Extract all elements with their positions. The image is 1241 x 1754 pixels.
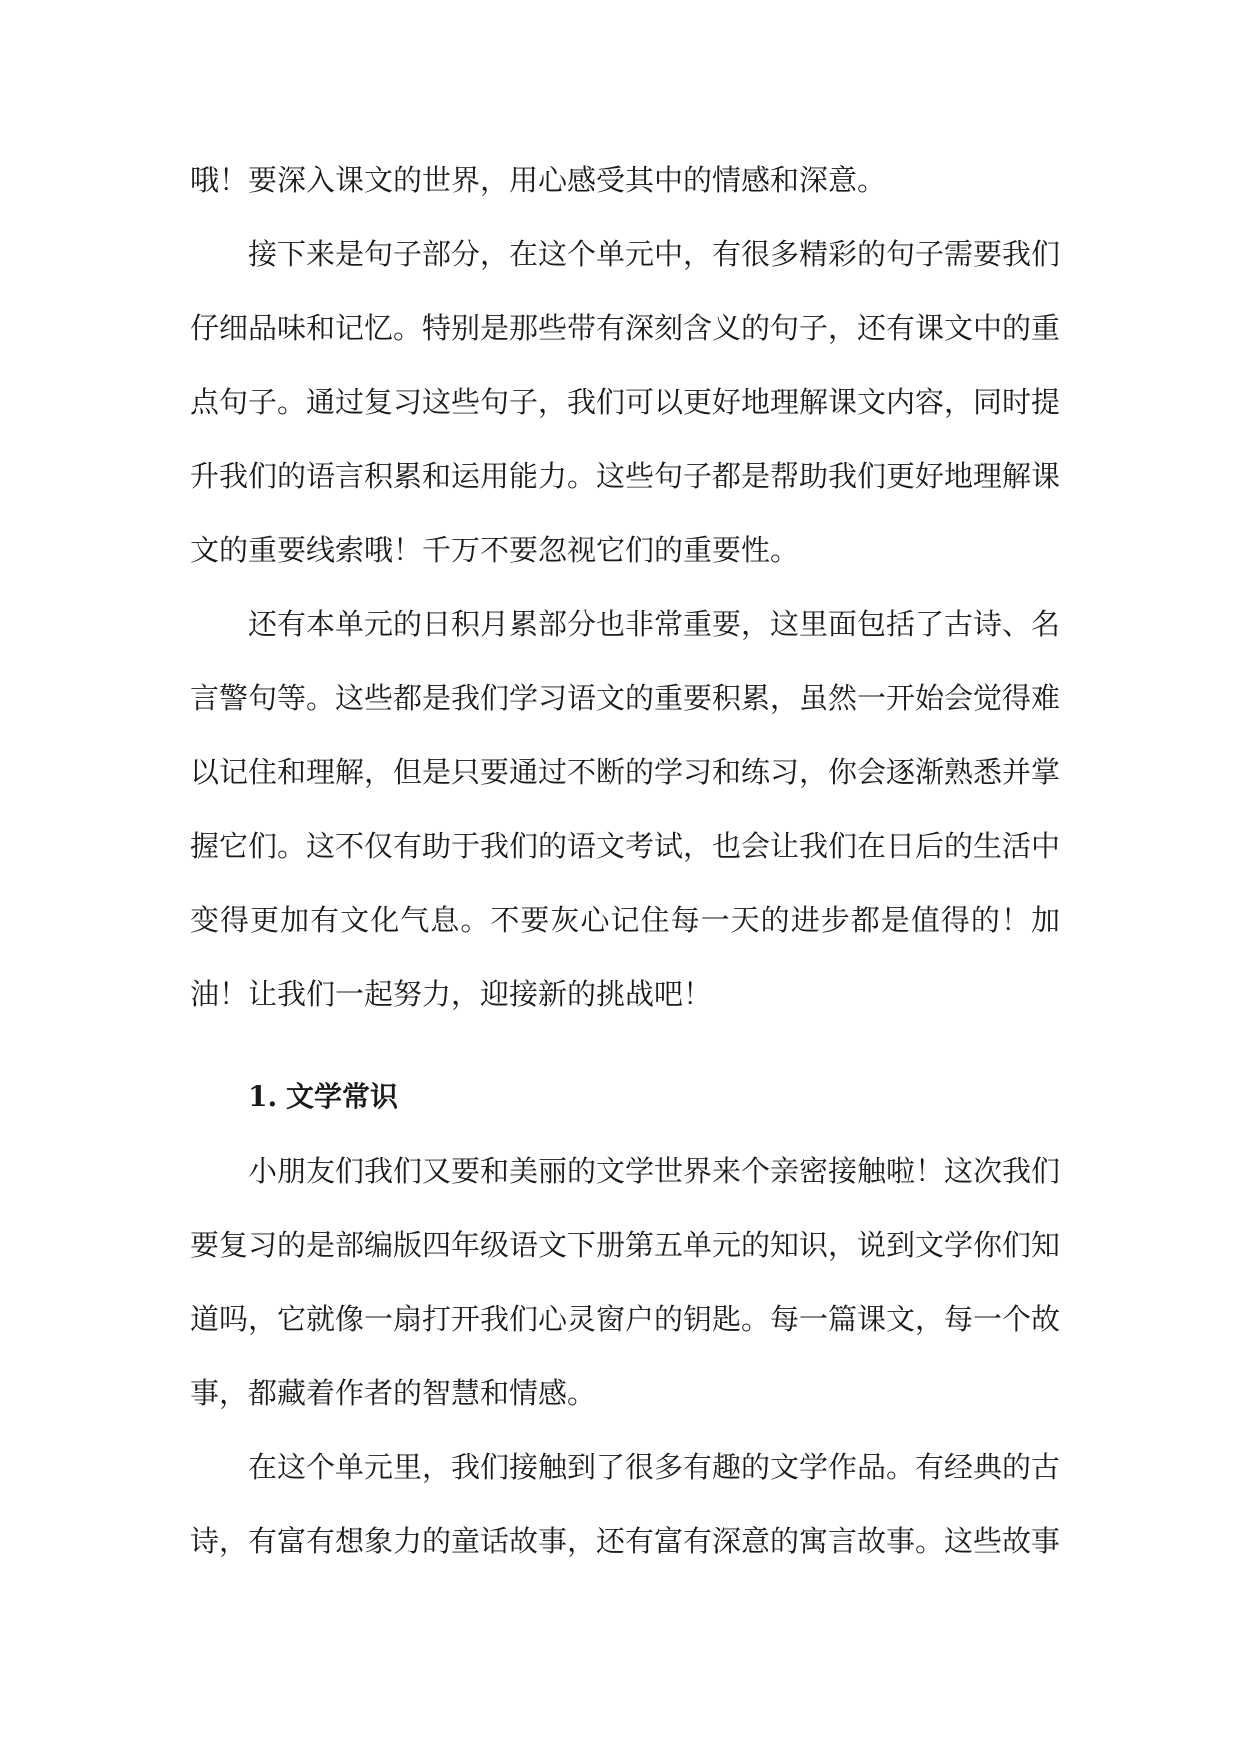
document-body [190,143,1060,1578]
paragraph-literature-works: 在这个单元里，我们接触到了很多有趣的文学作品。有经典的古诗，有富有想象力的童话故事，还有富有深意的寓言故事。这些故事 [190,1450,1061,1558]
paragraph-accumulation: 还有本单元的日积月累部分也非常重要，这里面包括了古诗、名言警句等。这些都是我们学习语文的重要积累，虽然一开始会觉得难以记住和理解，但是只要通过不断的学习和练习，你会逐渐熟悉并掌握它们。这不仅有助于我们的语文考试，也会让我们在日后的生活中变得更加有文化气息。不要灰心记住每一天的进步都是值得的！加油！让我们一起努力，迎接新的挑战吧！ [190,607,1061,1011]
section-heading [190,1060,1060,1134]
paragraph-continuation: 哦！要深入课文的世界，用心感受其中的情感和深意。 [190,163,887,197]
paragraph-sentences: 接下来是句子部分，在这个单元中，有很多精彩的句子需要我们仔细品味和记忆。特别是那些带有深刻含义的句子，还有课文中的重点句子。通过复习这些句子，我们可以更好地理解课文内容，同时提升我们的语言积累和运用能力。这些句子都是帮助我们更好地理解课文的重要线索哦！千万不要忽视它们的重要性。 [190,237,1061,567]
section-number: 1. [248,1080,278,1113]
section-title: 文学常识 [286,1080,399,1113]
paragraph-literature-intro: 小朋友们我们又要和美丽的文学世界来个亲密接触啦！这次我们要复习的是部编版四年级语文下册第五单元的知识，说到文学你们知道吗，它就像一扇打开我们心灵窗户的钥匙。每一篇课文，每一个故事，都藏着作者的智慧和情感。 [190,1154,1061,1410]
